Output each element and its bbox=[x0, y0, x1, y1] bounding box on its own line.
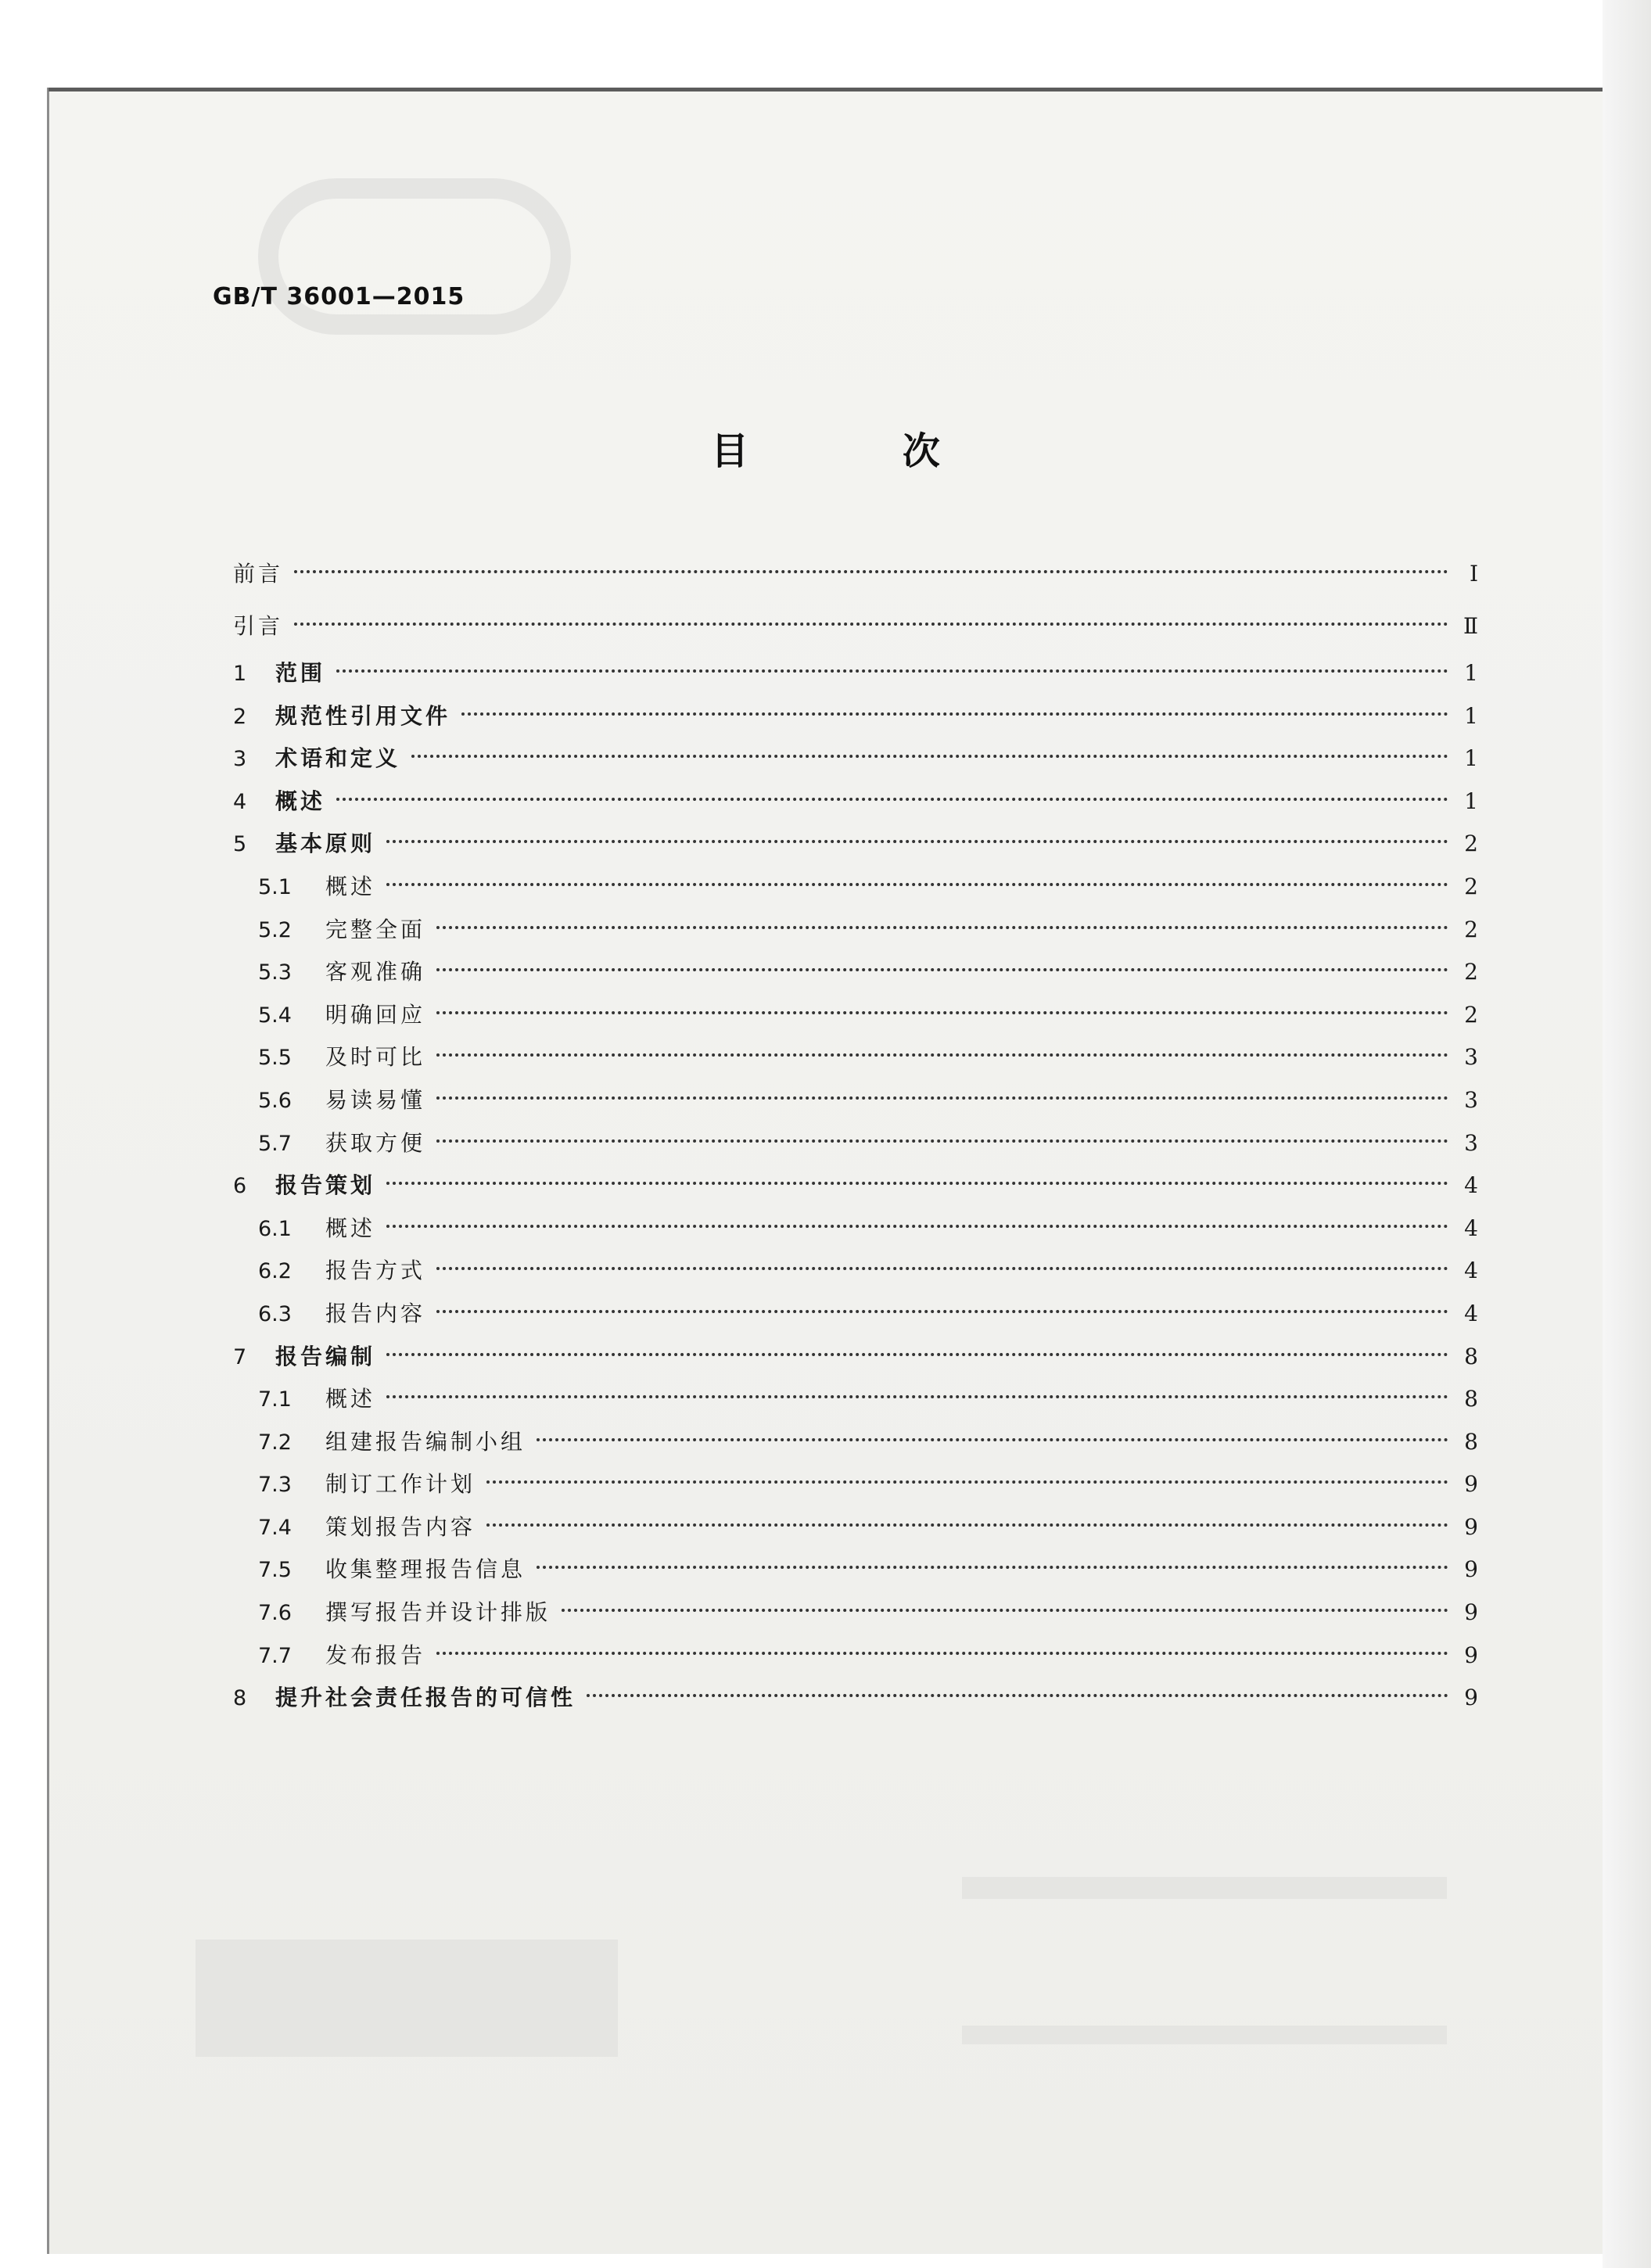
toc-leader-dots bbox=[336, 798, 1448, 801]
toc-entry-page: 9 bbox=[1464, 1513, 1478, 1540]
toc-leader-dots bbox=[294, 623, 1448, 626]
toc-leader-dots bbox=[386, 1395, 1448, 1398]
toc-entry-number: 6.2 bbox=[258, 1259, 292, 1284]
toc-entry-title: 客观准确 bbox=[325, 959, 426, 985]
toc-entry-title: 报告策划 bbox=[275, 1172, 376, 1199]
toc-entry-number: 6.1 bbox=[258, 1216, 292, 1241]
page-top-rule bbox=[48, 88, 1605, 92]
table-of-contents bbox=[233, 547, 1478, 1720]
toc-entry[interactable] bbox=[233, 951, 1478, 994]
toc-leader-dots bbox=[386, 840, 1448, 843]
toc-entry-number: 5.5 bbox=[258, 1046, 292, 1071]
toc-entry-title: 报告内容 bbox=[325, 1300, 426, 1326]
toc-entry-page: Ⅰ bbox=[1469, 561, 1478, 587]
toc-entry-title: 概述 bbox=[325, 1386, 376, 1412]
toc-entry-page: 2 bbox=[1464, 873, 1478, 899]
toc-entry-title: 获取方便 bbox=[325, 1129, 426, 1156]
toc-entry[interactable] bbox=[233, 1592, 1478, 1635]
toc-entry-title: 报告编制 bbox=[275, 1343, 376, 1369]
toc-entry[interactable] bbox=[233, 1463, 1478, 1506]
toc-leader-dots bbox=[436, 1139, 1448, 1143]
toc-entry-page: 4 bbox=[1464, 1215, 1478, 1241]
toc-entry-page: 4 bbox=[1464, 1258, 1478, 1284]
toc-entry-page: 4 bbox=[1464, 1172, 1478, 1199]
toc-entry-number: 5.3 bbox=[258, 960, 292, 985]
toc-entry-page: 9 bbox=[1464, 1685, 1478, 1711]
toc-entry-title: 发布报告 bbox=[325, 1642, 426, 1668]
toc-entry-title: 引言 bbox=[233, 613, 284, 639]
toc-leader-dots bbox=[436, 1310, 1448, 1313]
toc-leader-dots bbox=[436, 1011, 1448, 1014]
toc-entry-number: 7.5 bbox=[258, 1558, 292, 1583]
toc-leader-dots bbox=[436, 1053, 1448, 1057]
toc-leader-dots bbox=[336, 669, 1448, 673]
toc-leader-dots bbox=[486, 1480, 1448, 1484]
toc-entry[interactable] bbox=[233, 1635, 1478, 1678]
toc-entry-page: 9 bbox=[1464, 1556, 1478, 1583]
toc-entry[interactable] bbox=[233, 1036, 1478, 1079]
toc-entry-page: 2 bbox=[1464, 1001, 1478, 1028]
toc-entry-number: 7.1 bbox=[258, 1387, 292, 1412]
toc-entry-title: 报告方式 bbox=[325, 1258, 426, 1284]
toc-entry-title: 制订工作计划 bbox=[325, 1471, 476, 1498]
toc-entry-title: 易读易懂 bbox=[325, 1086, 426, 1113]
toc-entry-page: 2 bbox=[1464, 831, 1478, 857]
toc-leader-dots bbox=[537, 1566, 1448, 1569]
toc-entry-number: 1 bbox=[233, 662, 247, 686]
toc-entry[interactable] bbox=[233, 547, 1478, 600]
toc-entry[interactable] bbox=[233, 1079, 1478, 1122]
toc-entry-title: 完整全面 bbox=[325, 916, 426, 942]
toc-entry-number: 7.6 bbox=[258, 1601, 292, 1626]
toc-leader-dots bbox=[537, 1438, 1448, 1441]
toc-entry-page: 8 bbox=[1464, 1343, 1478, 1369]
toc-entry-page: 8 bbox=[1464, 1428, 1478, 1455]
toc-entry[interactable] bbox=[233, 1208, 1478, 1251]
toc-entry[interactable] bbox=[233, 695, 1478, 738]
toc-leader-dots bbox=[386, 1225, 1448, 1228]
standard-code: GB/T 36001—2015 bbox=[213, 283, 465, 310]
toc-entry[interactable] bbox=[233, 1122, 1478, 1165]
toc-entry[interactable] bbox=[233, 823, 1478, 866]
toc-entry-title: 前言 bbox=[233, 561, 284, 587]
toc-entry-number: 7 bbox=[233, 1344, 247, 1369]
toc-entry-page: 2 bbox=[1464, 959, 1478, 985]
toc-entry-title: 撰写报告并设计排版 bbox=[325, 1599, 551, 1626]
toc-leader-dots bbox=[436, 926, 1448, 929]
toc-leader-dots bbox=[461, 712, 1448, 716]
toc-entry[interactable] bbox=[233, 1548, 1478, 1592]
toc-leader-dots bbox=[436, 1267, 1448, 1270]
toc-entry-title: 及时可比 bbox=[325, 1044, 426, 1071]
toc-entry-page: 1 bbox=[1464, 702, 1478, 729]
toc-entry-number: 2 bbox=[233, 704, 247, 729]
toc-entry-page: 9 bbox=[1464, 1599, 1478, 1626]
toc-entry-page: 1 bbox=[1464, 788, 1478, 814]
toc-entry-page: 8 bbox=[1464, 1386, 1478, 1412]
toc-entry[interactable] bbox=[233, 866, 1478, 909]
toc-entry[interactable] bbox=[233, 909, 1478, 952]
toc-entry-number: 7.3 bbox=[258, 1473, 292, 1498]
toc-entry-title: 基本原则 bbox=[275, 831, 376, 857]
toc-entry-title: 术语和定义 bbox=[275, 745, 401, 772]
toc-entry[interactable] bbox=[233, 1165, 1478, 1208]
toc-leader-dots bbox=[411, 755, 1448, 758]
toc-entry-title: 策划报告内容 bbox=[325, 1513, 476, 1540]
toc-entry[interactable] bbox=[233, 1336, 1478, 1379]
toc-leader-dots bbox=[294, 570, 1448, 573]
toc-entry[interactable] bbox=[233, 1293, 1478, 1336]
toc-entry-number: 5 bbox=[233, 832, 247, 857]
toc-leader-dots bbox=[562, 1609, 1448, 1612]
toc-leader-dots bbox=[386, 1353, 1448, 1356]
toc-entry-title: 提升社会责任报告的可信性 bbox=[275, 1685, 576, 1711]
toc-entry-page: 1 bbox=[1464, 745, 1478, 772]
toc-entry[interactable] bbox=[233, 1378, 1478, 1421]
toc-entry-title: 概述 bbox=[275, 788, 326, 814]
toc-entry-number: 5.1 bbox=[258, 874, 292, 899]
toc-entry-title: 明确回应 bbox=[325, 1001, 426, 1028]
toc-entry-number: 8 bbox=[233, 1686, 247, 1711]
toc-entry[interactable] bbox=[233, 600, 1478, 652]
toc-entry[interactable] bbox=[233, 994, 1478, 1037]
toc-entry-title: 组建报告编制小组 bbox=[325, 1428, 526, 1455]
toc-entry-number: 5.7 bbox=[258, 1131, 292, 1156]
toc-entry-number: 5.6 bbox=[258, 1088, 292, 1113]
toc-entry-number: 7.4 bbox=[258, 1515, 292, 1540]
toc-entry-page: 1 bbox=[1464, 660, 1478, 686]
toc-entry-number: 6.3 bbox=[258, 1301, 292, 1326]
toc-entry[interactable] bbox=[233, 652, 1478, 695]
toc-leader-dots bbox=[386, 883, 1448, 886]
toc-leader-dots bbox=[436, 968, 1448, 971]
toc-entry-page: 3 bbox=[1464, 1129, 1478, 1156]
toc-entry[interactable] bbox=[233, 737, 1478, 781]
toc-leader-dots bbox=[587, 1694, 1448, 1697]
toc-leader-dots bbox=[436, 1652, 1448, 1655]
toc-entry-number: 5.4 bbox=[258, 1003, 292, 1028]
toc-leader-dots bbox=[386, 1182, 1448, 1185]
toc-entry[interactable] bbox=[233, 781, 1478, 824]
toc-entry-page: 9 bbox=[1464, 1471, 1478, 1498]
toc-entry-number: 5.2 bbox=[258, 917, 292, 942]
toc-entry[interactable] bbox=[233, 1677, 1478, 1720]
toc-entry-title: 范围 bbox=[275, 660, 326, 686]
toc-leader-dots bbox=[436, 1096, 1448, 1100]
toc-entry-page: 3 bbox=[1464, 1086, 1478, 1113]
toc-entry-number: 7.2 bbox=[258, 1430, 292, 1455]
toc-entry-page: 4 bbox=[1464, 1300, 1478, 1326]
scan-right-edge bbox=[1603, 0, 1651, 2268]
toc-entry-number: 4 bbox=[233, 789, 247, 814]
toc-entry-page: Ⅱ bbox=[1463, 613, 1478, 639]
toc-title: 目 次 bbox=[711, 429, 1010, 473]
toc-entry-page: 9 bbox=[1464, 1642, 1478, 1668]
toc-entry[interactable] bbox=[233, 1421, 1478, 1464]
toc-entry-number: 6 bbox=[233, 1174, 247, 1199]
toc-entry-title: 收集整理报告信息 bbox=[325, 1556, 526, 1583]
toc-entry-page: 2 bbox=[1464, 916, 1478, 942]
toc-entry-title: 规范性引用文件 bbox=[275, 702, 451, 729]
toc-entry-title: 概述 bbox=[325, 873, 376, 899]
toc-leader-dots bbox=[486, 1523, 1448, 1527]
toc-entry-number: 7.7 bbox=[258, 1643, 292, 1668]
toc-entry[interactable] bbox=[233, 1506, 1478, 1549]
toc-entry-title: 概述 bbox=[325, 1215, 376, 1241]
toc-entry-page: 3 bbox=[1464, 1044, 1478, 1071]
toc-entry-number: 3 bbox=[233, 747, 247, 772]
toc-entry[interactable] bbox=[233, 1250, 1478, 1293]
